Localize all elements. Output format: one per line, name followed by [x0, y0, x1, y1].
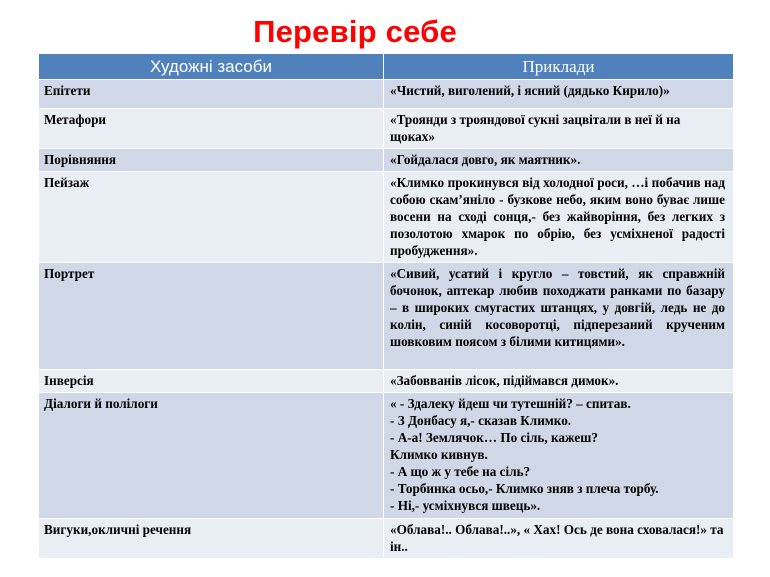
example-cell: «Троянди з трояндової сукні зацвітали в неї й на щоках» [384, 109, 734, 149]
example-cell: «Облава!.. Облава!..», « Хах! Ось де вона сховалася!» та ін.. [384, 519, 734, 559]
example-cell: «Климко прокинувся від холодної роси, …і побачив над собою скам’яніло - бузкове небо, яким воно буває лише восени на сході сонця,- без жайворіння, без легких з позолотою хмарок по обрію, без усміхненої радості пробудження». [384, 172, 734, 263]
device-cell: Діалоги й полілоги [39, 393, 384, 519]
table-row [39, 263, 734, 370]
dialogue-line: - А-а! Землячок… По сіль, кажеш? [390, 430, 598, 445]
example-cell: «Забовванів лісок, підіймався димок». [384, 370, 734, 393]
table-row [39, 172, 734, 263]
device-cell: Пейзаж [39, 172, 384, 263]
device-cell: Порівняння [39, 149, 384, 172]
example-cell [384, 393, 734, 519]
device-cell: Портрет [39, 263, 384, 370]
dialogue-line: - А що ж у тебе на сіль? [390, 464, 531, 479]
dialogue-line: « - Здалеку йдеш чи тутешній? – спитав. [390, 396, 631, 411]
device-cell: Інверсія [39, 370, 384, 393]
table-row [39, 149, 734, 172]
column-header-examples: Приклади [384, 54, 734, 80]
device-cell: Епітети [39, 80, 384, 109]
column-header-devices: Художні засоби [39, 54, 384, 80]
example-cell: «Гойдалася довго, як маятник». [384, 149, 734, 172]
device-cell: Вигуки,окличні речення [39, 519, 384, 559]
table-header-row [39, 54, 734, 80]
example-cell: «Чистий, виголений, і ясний (дядько Кирило)» [384, 80, 734, 109]
devices-table [38, 53, 734, 559]
dialogue-line: - Ні,- усміхнувся швець». [390, 498, 541, 513]
table-row [39, 393, 734, 519]
table-row [39, 80, 734, 109]
table-row [39, 370, 734, 393]
table-row [39, 109, 734, 149]
dialogue-line: - Торбинка осьо,- Климко зняв з плеча торбу. [390, 481, 659, 496]
example-cell: «Сивий, усатий і кругло – товстий, як справжній бочонок, аптекар любив походжати ранками по базару – в широких смугастих штанцях, у довгій, ледь не до колін, синій косоворотці, підперезаний крученим шовковим поясом з білими китицями». [384, 263, 734, 370]
dialogue-line: Климко кивнув. [390, 447, 488, 462]
page-title: Перевір себе [253, 14, 457, 49]
table-row [39, 519, 734, 559]
dialogue-line: - З Донбасу я,- сказав Климко. [390, 413, 572, 428]
device-cell: Метафори [39, 109, 384, 149]
